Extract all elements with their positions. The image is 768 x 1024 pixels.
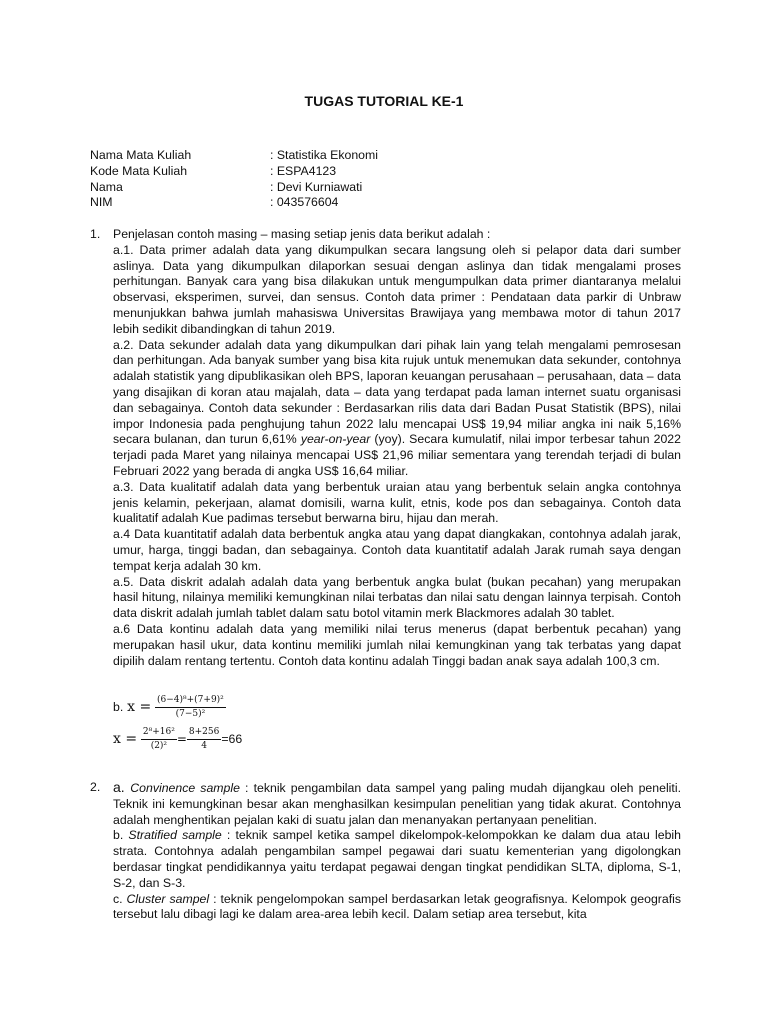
answer-2c-label: c. [113,891,127,906]
formula-equals: = [176,732,187,746]
formula-denominator: 4 [201,741,207,751]
answer-2b [113,828,681,891]
formula-denominator: (2)² [150,741,168,751]
answer-2a-text: : teknik pengambilan data sampel yang paling mudah dijangkau oleh peneliti. Teknik ini kemungkinan besar akan menghasilkan kesimpulan penelitian yang tidak akurat. Contohnya adalah menghentikan pejalan kaki di suatu jalan dan menanyakan pertanyaan penelitian. [113,781,681,827]
answer-a3: a.3. Data kualitatif adalah data yang berbentuk uraian atau yang berbentuk selain angka contohnya jenis kelamin, pekerjaan, alamat domisili, warna kulit, etnis, kode pos dan sebagainya. Contoh data kualitatif adalah Kue padimas tersebut berwarna biru, hijau dan merah. [113,479,681,526]
info-label: NIM [90,195,113,210]
info-row [90,148,378,164]
answer-a2-text-end: (yoy). Secara kumulatif, nilai impor terbesar tahun 2022 terjadi pada Maret yang nilainya mencapai US$ 21,96 miliar sementara yang terendah terjadi di bulan Februari 2022 yang berada di angka US$ 16,64 miliar. [113,432,681,478]
page-title: TUGAS TUTORIAL KE-1 [304,93,464,109]
formula-fraction [187,726,221,753]
answer-2a [113,780,681,828]
info-value: : Statistika Ekonomi [270,148,378,162]
answer-a2-italic: year-on-year [300,432,371,447]
info-row [90,195,378,211]
formula-label: b. [113,700,124,714]
answer-a1: a.1. Data primer adalah data yang dikumpulkan secara langsung oleh si pelapor data dari sumber aslinya. Data yang dikumpulkan dilaporkan sesuai dengan aslinya dan tidak mengalami proses perhitungan. Banyak cara yang bisa dilakukan untuk mengumpulkan data primer diantaranya melalui observasi, eksperimen, survei, dan sensus. Contoh data primer : Pendataan data parkir di Unbraw menunjukkan bahwa jumlah mahasiswa Universitas Brawijaya yang membawa motor di tahun 2017 lebih sedikit dibandingkan di tahun 2019. [113,242,681,336]
question-number: 2. [90,780,101,794]
answer-2a-label: a. [113,779,131,795]
question-number: 1. [90,227,101,241]
answer-a2-text: a.2. Data sekunder adalah data yang dikumpulkan dari pihak lain yang telah mengalami pemrosesan dan perhitungan. Ada banyak sumber yang bisa kita rujuk untuk menemukan data sekunder, contohnya adalah statistik yang dipublikasikan oleh BPS, laporan keuangan perusahaan – perusahaan, data – data yang disajikan di koran atau majalah, data – data yang terdapat pada laman internet suatu organisasi dan sebagainya. Contoh data sekunder : Berdasarkan rilis data dari Badan Pusat Statistik (BPS), nilai impor Indonesia pada penghujung tahun 2022 lalu mencapai US$ 19,94 miliar angka ini naik 5,16% secara bulanan, dan turun 6,61% [113,337,681,447]
info-value: : 043576604 [270,195,339,210]
answer-a6: a.6 Data kontinu adalah data yang memiliki nilai terus menerus (dapat berbentuk pecahan) yang merupakan hasil ukur, data kontinu memiliki jumlah nilai kemungkinan yang tak terbatas yang dapat dipilih dalam rentang tertentu. Contoh data kontinu adalah Tinggi badan anak saya adalah 100,3 cm. [113,621,681,668]
formula-fraction [155,694,226,721]
answer-2b-term: Stratified sample [128,828,222,843]
student-info [90,148,378,211]
formula-value: =66 [221,732,243,746]
answer-a2 [113,338,681,480]
formula-numerator: 8+256 [187,726,221,740]
formula-denominator: (7−5)² [175,709,206,719]
info-label: Nama Mata Kuliah [90,148,192,162]
info-label: Kode Mata Kuliah [90,163,188,178]
answer-2b-text: : teknik sampel ketika sampel dikelompok-kelompokkan ke dalam dua atau lebih strata. Contohnya adalah pengambilan sampel pegawai dari suatu kementerian yang digolongkan berdasar tingkat pendidikannya yaitu terdapat pegawai dengan tingkat pendidikan SLTA, diploma, S-1, S-2, dan S-3. [113,828,681,890]
info-row [90,180,378,196]
formula-lhs: x = [113,731,138,747]
answer-2b-label: b. [113,828,129,843]
formula-b [113,694,226,721]
question-2-body [113,780,681,923]
formula-numerator: 2⁸+16² [141,726,177,740]
info-value: : ESPA4123 [270,163,337,178]
answer-2a-term: Convinence sample [130,781,240,795]
formula-result [113,726,242,753]
formula-fraction [141,726,177,753]
answer-2c [113,892,681,924]
answer-a5: a.5. Data diskrit adalah adalah data yang berbentuk angka bulat (bukan pecahan) yang merupakan hasil hitung, nilainya memiliki kemungkinan nilai terbatas dan nilai satu dengan lainnya terpisah. Contoh data diskrit adalah jumlah tablet dalam satu botol vitamin merk Blackmores adalah 30 tablet. [113,574,681,621]
info-value: : Devi Kurniawati [270,179,363,194]
formula-lhs: x = [127,699,152,715]
answer-2c-term: Cluster sampel [126,891,210,906]
info-row [90,164,378,180]
question-1-body [113,227,681,669]
answer-2c-text: : teknik pengelompokan sampel berdasarkan letak geografisnya. Kelompok geografis tersebut lalu dibagi lagi ke dalam area-area lebih kecil. Dalam setiap area tersebut, kita [113,891,682,922]
question-intro: Penjelasan contoh masing – masing setiap jenis data berikut adalah : [113,227,491,241]
answer-a4: a.4 Data kuantitatif adalah data berbentuk angka atau yang dapat diangkakan, contohnya adalah jarak, umur, harga, tinggi badan, dan sebagainya. Contoh data kuantitatif adalah Jarak rumah saya dengan tempat kerja adalah 30 km. [113,527,681,573]
formula-numerator: (6−4)⁸+(7+9)² [155,694,226,708]
info-label: Nama [90,179,123,194]
